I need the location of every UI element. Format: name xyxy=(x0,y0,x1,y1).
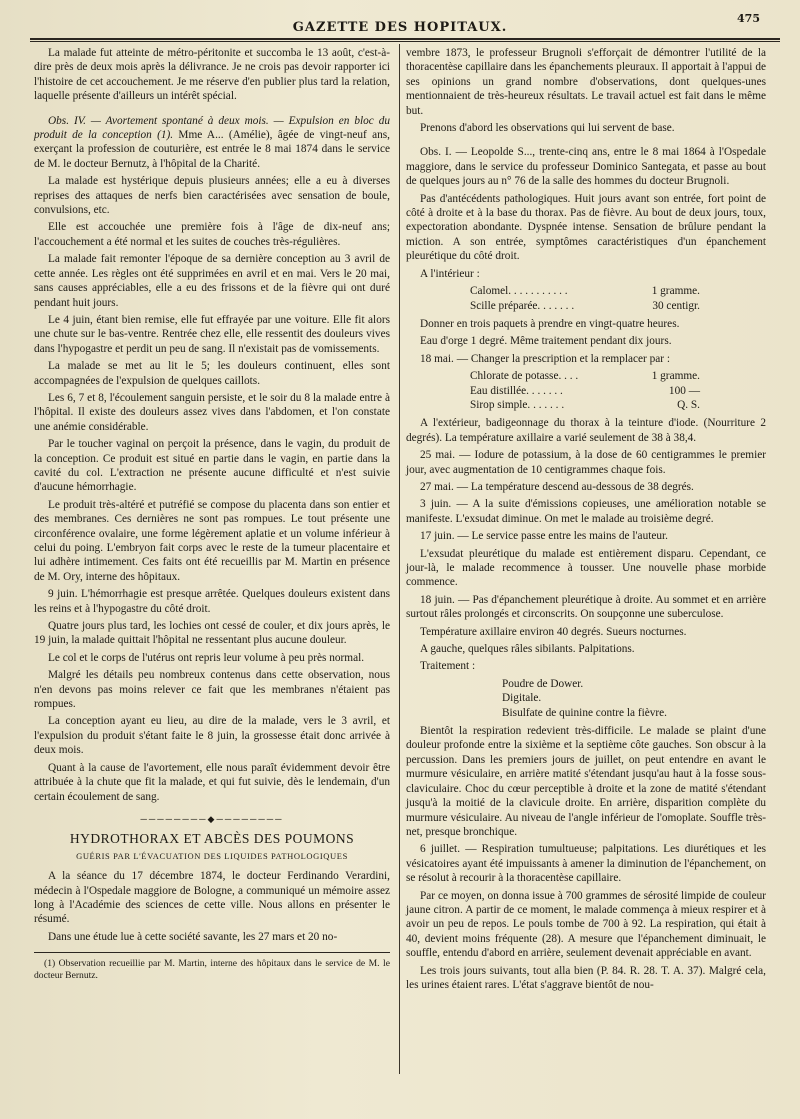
paragraph: A l'extérieur, badigeonnage du thorax à la teinture d'iode. (Nourriture 2 degrés). La température axillaire a varié seulement de 38 à 38,4. xyxy=(406,417,766,444)
prescription-line: Scille préparée. . . . . . . 30 centigr. xyxy=(470,299,700,312)
paragraph: Par ce moyen, on donna issue à 700 grammes de sérosité limpide de couleur jaune citron. A partir de ce moment, le malade commença à mieux respirer et à avoir un peu de repos. Le pouls tombe de 700 à 92. La respiration, qui était à 40, devient moins fréquente (28). A mesure que l'épanchement diminuait, le souffle, entendu d'abord en arrière, seulement devenait appréciable en avant. xyxy=(406,889,766,960)
paragraph: A l'intérieur : xyxy=(420,267,480,280)
treatment-list xyxy=(502,677,766,720)
column-divider xyxy=(399,44,400,1074)
paragraph: A gauche, quelques râles sibilants. Palpitations. xyxy=(420,643,635,656)
paragraph: Donner en trois paquets à prendre en vingt-quatre heures. xyxy=(420,317,680,330)
page-number: 475 xyxy=(737,12,760,25)
journal-title: GAZETTE DES HOPITAUX. xyxy=(292,20,508,35)
paragraph: Les trois jours suivants, tout alla bien (P. 84. R. 28. T. A. 37). Malgré cela, les urines étaient rares. L'état s'aggrave bientôt de nou- xyxy=(406,964,766,991)
paragraph: 25 mai. — Iodure de potassium, à la dose de 60 centigrammes le premier jour, avec augmentation de 10 centigrammes chaque fois. xyxy=(406,449,766,476)
paragraph: La malade se met au lit le 5; les douleurs continuent, elles sont accompagnées de l'expulsion de quelques caillots. xyxy=(34,360,390,387)
paragraph: 17 juin. — Le service passe entre les mains de l'auteur. xyxy=(420,530,668,543)
paragraph: 18 juin. — Pas d'épanchement pleurétique à droite. Au sommet et en arrière surtout râles prolongés et circonscrits. On soupçonne une suberculose. xyxy=(406,593,766,621)
paragraph: Quant à la cause de l'avortement, elle nous paraît évidemment devoir être attribuée à la chute que fit la malade, et qui fut suivie, dès le lendemain, d'un certain écoulement de sang. xyxy=(34,761,390,803)
footnote-rule xyxy=(34,952,390,953)
paragraph: Les 6, 7 et 8, l'écoulement sanguin persiste, et le soir du 8 la malade entre à l'hôpital. Il existe des douleurs assez vives dans l'abdomen, et l'on constate une anémie considérable. xyxy=(34,391,390,433)
observation-heading: Obs. I. — Leopolde S..., trente-cinq ans, entre le 8 mai 1864 à l'Ospedale maggiore, dans le service du professeur Dominico Santegata, et passe au bout de quelques jours au n° 76 de la salle des hommes du docteur Brugnoli. xyxy=(406,146,766,188)
paragraph: Traitement : xyxy=(420,660,476,673)
paragraph: 3 juin. — A la suite d'émissions copieuses, une amélioration notable se manifeste. L'exsudat diminue. On met le malade au troisième degré. xyxy=(406,498,766,525)
prescription-line: Eau distillée. . . . . . . 100 — xyxy=(470,384,700,397)
paragraph: Eau d'orge 1 degré. Même traitement pendant dix jours. xyxy=(420,335,672,348)
paragraph: Température axillaire environ 40 degrés. Sueurs nocturnes. xyxy=(420,625,687,638)
page-header xyxy=(40,12,760,38)
section-title: HYDROTHORAX ET ABCÈS DES POUMONS xyxy=(69,831,355,847)
paragraph: Prenons d'abord les observations qui lui servent de base. xyxy=(420,122,675,135)
paragraph: Malgré les détails peu nombreux contenus dans cette observation, nous n'en devons pas moins relever ce fait que les membranes n'étaient pas rompues. xyxy=(34,669,390,711)
paragraph: 18 mai. — Changer la prescription et la remplacer par : xyxy=(420,352,671,365)
observation-title: Obs. IV. — Avortement spontané à deux mois. — Expulsion en bloc du produit de la conception (1). xyxy=(34,114,390,142)
right-column xyxy=(406,46,766,995)
section-subtitle: GUÉRIS PAR L'ÉVACUATION DES LIQUIDES PATHOLOGIQUES xyxy=(76,850,348,861)
paragraph: La malade fait remonter l'époque de sa dernière conception au 3 avril de cette année. Les règles ont été supprimées en avril et en mai. Vers le 20 mai, sans causes appréciables, elle a eu des frissons et de la fièvre qui ont duré pendant huit jours. xyxy=(34,253,390,309)
paragraph: Le col et le corps de l'utérus ont repris leur volume à peu près normal. xyxy=(48,651,365,664)
header-rule xyxy=(30,38,780,40)
paragraph: 9 juin. L'hémorrhagie est presque arrêtée. Quelques douleurs existent dans les reins et à l'hypogastre du côté droit. xyxy=(34,588,390,615)
paragraph: vembre 1873, le professeur Brugnoli s'efforçait de démontrer l'utilité de la thoracentèse capillaire dans les épanchements pleuraux. Il apportait à l'appui de ses opinions un grand nombre d'observations, dont quelques-unes mentionnaient de très-heureux résultats. Le travail actuel est fait dans le même but. xyxy=(406,47,766,117)
observation-text: Mme A... (Amélie), âgée de vingt-neuf ans, exerçant la profession de couturière, est entrée le 8 mai 1874 dans le service de M. le docteur Bernutz, à l'hôpital de la Charité. xyxy=(34,129,390,170)
paragraph: Par le toucher vaginal on perçoit la présence, dans le vagin, du produit de la conception. Ce produit est situé en partie dans le vagin, en partie dans la cavité du col. L'extraction ne présente aucune difficulté et n'est suivie d'aucune hémorrhagie. xyxy=(34,438,390,494)
paragraph: La malade fut atteinte de métro-péritonite et succomba le 13 août, c'est-à-dire près de deux mois après la délivrance. Je ne crois pas devoir rapporter ici l'histoire de cet accouchement. Je me réserve d'en publier plus tard la relation, laquelle présente d'ailleurs un intérêt spécial. xyxy=(34,47,390,103)
paragraph: La conception ayant eu lieu, au dire de la malade, vers le 3 avril, et l'expulsion du produit s'étant faite le 8 juin, la grossesse était donc arrivée à deux mois. xyxy=(34,715,390,757)
paragraph: Elle est accouchée une première fois à l'âge de dix-neuf ans; l'accouchement a été normal et les suites de couches très-régulières. xyxy=(34,221,390,248)
treatment-item: Bisulfate de quinine contre la fièvre. xyxy=(502,706,667,719)
prescription-line: Sirop simple. . . . . . . Q. S. xyxy=(470,398,700,411)
paragraph: 27 mai. — La température descend au-dessous de 38 degrés. xyxy=(420,480,694,493)
paragraph: Le produit très-altéré et putréfié se compose du placenta dans son entier et des membranes. Ces dernières ne sont pas rompues. Le tout présente une circonférence ovalaire, une forme légèrement aplatie et un volume inférieur à celui du poing. L'embryon fait corps avec le reste de la tumeur placentaire et lui adhère intimement. Ces faits ont été recueillis par M. Martin en présence de M. Ory, interne des hôpitaux. xyxy=(34,498,390,583)
left-column xyxy=(34,46,390,985)
treatment-item: Digitale. xyxy=(502,692,542,705)
header-rule-thin xyxy=(30,41,780,42)
paragraph: Bientôt la respiration redevient très-difficile. Le malade se plaint d'une douleur profonde entre la sixième et la septième côte gauches. Son obscur à la percussion. Dans les premiers jours de juillet, on peut entendre en avant le murmure vésiculaire, en arrière matité s'étendant jusqu'au haut à la fosse sous-claviculaire. Choc du cœur perceptible à droite et la zone de matité s'étendant jusqu'à la moitié de la clavicule droite. En arrière, disparition complète du murmure vésiculaire. Au niveau de l'angle inférieur de l'omoplate. Souffle très-net, presque bronchique. xyxy=(406,725,766,838)
prescription-list xyxy=(470,284,766,313)
paragraph: Quatre jours plus tard, les lochies ont cessé de couler, et dix jours après, le 19 juin, la malade quittait l'hôpital ne ressentant plus aucune douleur. xyxy=(34,620,390,647)
prescription-line: Calomel. . . . . . . . . . . 1 gramme. xyxy=(470,285,700,298)
paragraph: Pas d'antécédents pathologiques. Huit jours avant son entrée, fort point de côté à droite et à la base du thorax. Pas de fièvre. Au bout de deux jours, toux, expectoration abondante. Dyspnée intense. Sensation de brûlure pendant la miction. A son entrée, symptômes caractéristiques d'un épanchement pleurétique du côté droit. xyxy=(406,192,766,263)
paragraph: L'exsudat pleurétique du malade est entièrement disparu. Cependant, ce jour-là, le malade recommence à tousser. Une nouvelle phase morbide commence. xyxy=(406,547,766,589)
paragraph: Le 4 juin, étant bien remise, elle fut effrayée par une voiture. Elle fit alors une chute sur le bas-ventre. Rentrée chez elle, elle ressentit des douleurs vives dans l'hypogastre et perdit un peu de sang. Il n'existait pas de vomissements. xyxy=(34,313,390,355)
paragraph: Dans une étude lue à cette société savante, les 27 mars et 20 no- xyxy=(48,930,338,943)
prescription-line: Chlorate de potasse. . . . 1 gramme. xyxy=(470,370,700,383)
footnote: (1) Observation recueillie par M. Martin, interne des hôpitaux dans le service de M. le docteur Bernutz. xyxy=(34,958,390,982)
observation-heading xyxy=(34,114,390,172)
paragraph: La malade est hystérique depuis plusieurs années; elle a eu à diverses reprises des attaques de nerfs bien caractérisées avec sensation de boule, convulsions, etc. xyxy=(34,175,390,217)
paragraph: A la séance du 17 décembre 1874, le docteur Ferdinando Verardini, médecin à l'Ospedale maggiore de Bologne, a communiqué un mémoire assez long à l'Académie des sciences de cette ville. Nous allons en présenter le résumé. xyxy=(34,870,390,926)
prescription-list xyxy=(470,369,766,412)
paragraph: 6 juillet. — Respiration tumultueuse; palpitations. Les diurétiques et les vésicatoires ayant été impuissants à amener la diminution de l'épanchement, on se résolut à recourir à la thoracentèse capillaire. xyxy=(406,843,766,885)
ornament-divider: ────────◆──────── xyxy=(140,813,284,824)
treatment-item: Poudre de Dower. xyxy=(502,677,584,690)
